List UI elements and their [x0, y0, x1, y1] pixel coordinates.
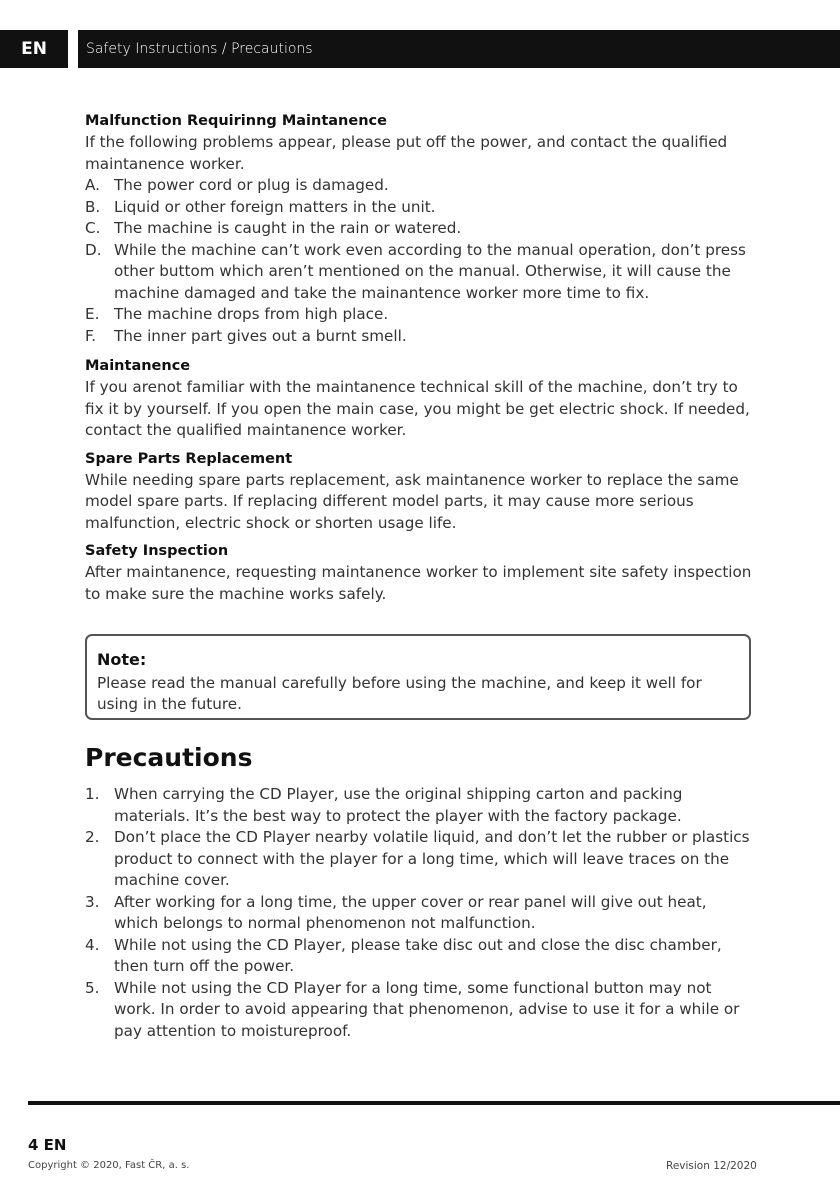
list-marker: E.: [85, 305, 100, 323]
list-item-text: The inner part gives out a burnt smell.: [114, 326, 407, 345]
list-item-text: While not using the CD Player, please take disc out and close the disc chamber, then turn off the power.: [114, 935, 722, 975]
note-text: Please read the manual carefully before using the machine, and keep it well for using in the future.: [97, 673, 702, 713]
list-item: [85, 935, 755, 978]
malfunction-intro: If the following problems appear, please put off the power, and contact the qualified maintanence worker.: [85, 133, 728, 173]
malfunction-list: [85, 175, 755, 347]
precautions-title: Precautions: [85, 743, 253, 772]
list-item: [85, 240, 755, 305]
header-title: Safety Instructions / Precautions: [86, 41, 313, 57]
list-item: [85, 218, 755, 240]
note-title: Note:: [97, 650, 147, 669]
list-item-text: Don’t place the CD Player nearby volatile liquid, and don’t let the rubber or plastics product to connect with the player for a long time, which will leave traces on the machine cover.: [114, 828, 750, 889]
main-content: [85, 110, 755, 611]
list-marker: 5.: [85, 978, 100, 997]
list-marker: 2.: [85, 828, 100, 846]
header-title-bar: [78, 30, 840, 68]
precautions-list: [85, 784, 755, 1042]
list-item-text: While not using the CD Player for a long time, some functional button may not work. In order to avoid appearing that phenomenon, advise to use it for a while or pay attention to moistureproof.: [114, 978, 740, 1040]
list-marker: D.: [85, 240, 102, 259]
list-marker: 3.: [85, 892, 100, 911]
list-item-text: When carrying the CD Player, use the original shipping carton and packing materials. It’s the best way to protect the player with the factory package.: [114, 785, 683, 825]
list-marker: 4.: [85, 935, 100, 954]
list-item: [85, 978, 755, 1043]
section-title-malfunction: Malfunction Requirinng Maintanence: [85, 113, 387, 129]
list-marker: C.: [85, 219, 101, 237]
list-marker: F.: [85, 326, 97, 345]
copyright-text: Copyright © 2020, Fast ČR, a. s.: [28, 1160, 190, 1171]
list-marker: B.: [85, 197, 101, 216]
section-title-safety-inspection: Safety Inspection: [85, 543, 229, 559]
list-item-text: The machine is caught in the rain or watered.: [114, 219, 462, 237]
safety-inspection-text: After maintanence, requesting maintanence worker to implement site safety inspection to make sure the machine works safely.: [85, 563, 752, 603]
note-box: [85, 634, 751, 720]
footer-divider: [28, 1101, 840, 1105]
maintanence-text: If you arenot familiar with the maintanence technical skill of the machine, don’t try to fix it by yourself. If you open the main case, you might be get electric shock. If needed, contact the qualified maintanence worker.: [85, 378, 750, 439]
list-item-text: The power cord or plug is damaged.: [114, 176, 389, 194]
list-item: [85, 892, 755, 935]
section-title-maintanence: Maintanence: [85, 358, 191, 374]
list-item: [85, 175, 755, 197]
section-title-spare-parts: Spare Parts Replacement: [85, 450, 293, 467]
list-item: [85, 784, 755, 827]
list-item: [85, 197, 755, 219]
page-number: 4 EN: [28, 1136, 67, 1154]
revision-text: Revision 12/2020: [666, 1160, 757, 1172]
list-item: [85, 304, 755, 326]
list-item-text: Liquid or other foreign matters in the unit.: [114, 197, 436, 216]
list-item-text: The machine drops from high place.: [114, 305, 389, 323]
language-tab: EN: [0, 30, 68, 68]
list-item: [85, 326, 755, 348]
list-item: [85, 827, 755, 892]
list-marker: A.: [85, 176, 100, 194]
list-item-text: After working for a long time, the upper cover or rear panel will give out heat, which belongs to normal phenomenon not malfunction.: [114, 892, 707, 932]
list-item-text: While the machine can’t work even according to the manual operation, don’t press other buttom which aren’t mentioned on the manual. Otherwise, it will cause the machine damaged and take the mainantence worker more time to fix.: [114, 240, 746, 302]
list-marker: 1.: [85, 785, 100, 803]
spare-parts-text: While needing spare parts replacement, ask maintanence worker to replace the same model spare parts. If replacing different model parts, it may cause more serious malfunction, electric shock or shorten usage life.: [85, 470, 739, 532]
page-header: [0, 30, 840, 68]
